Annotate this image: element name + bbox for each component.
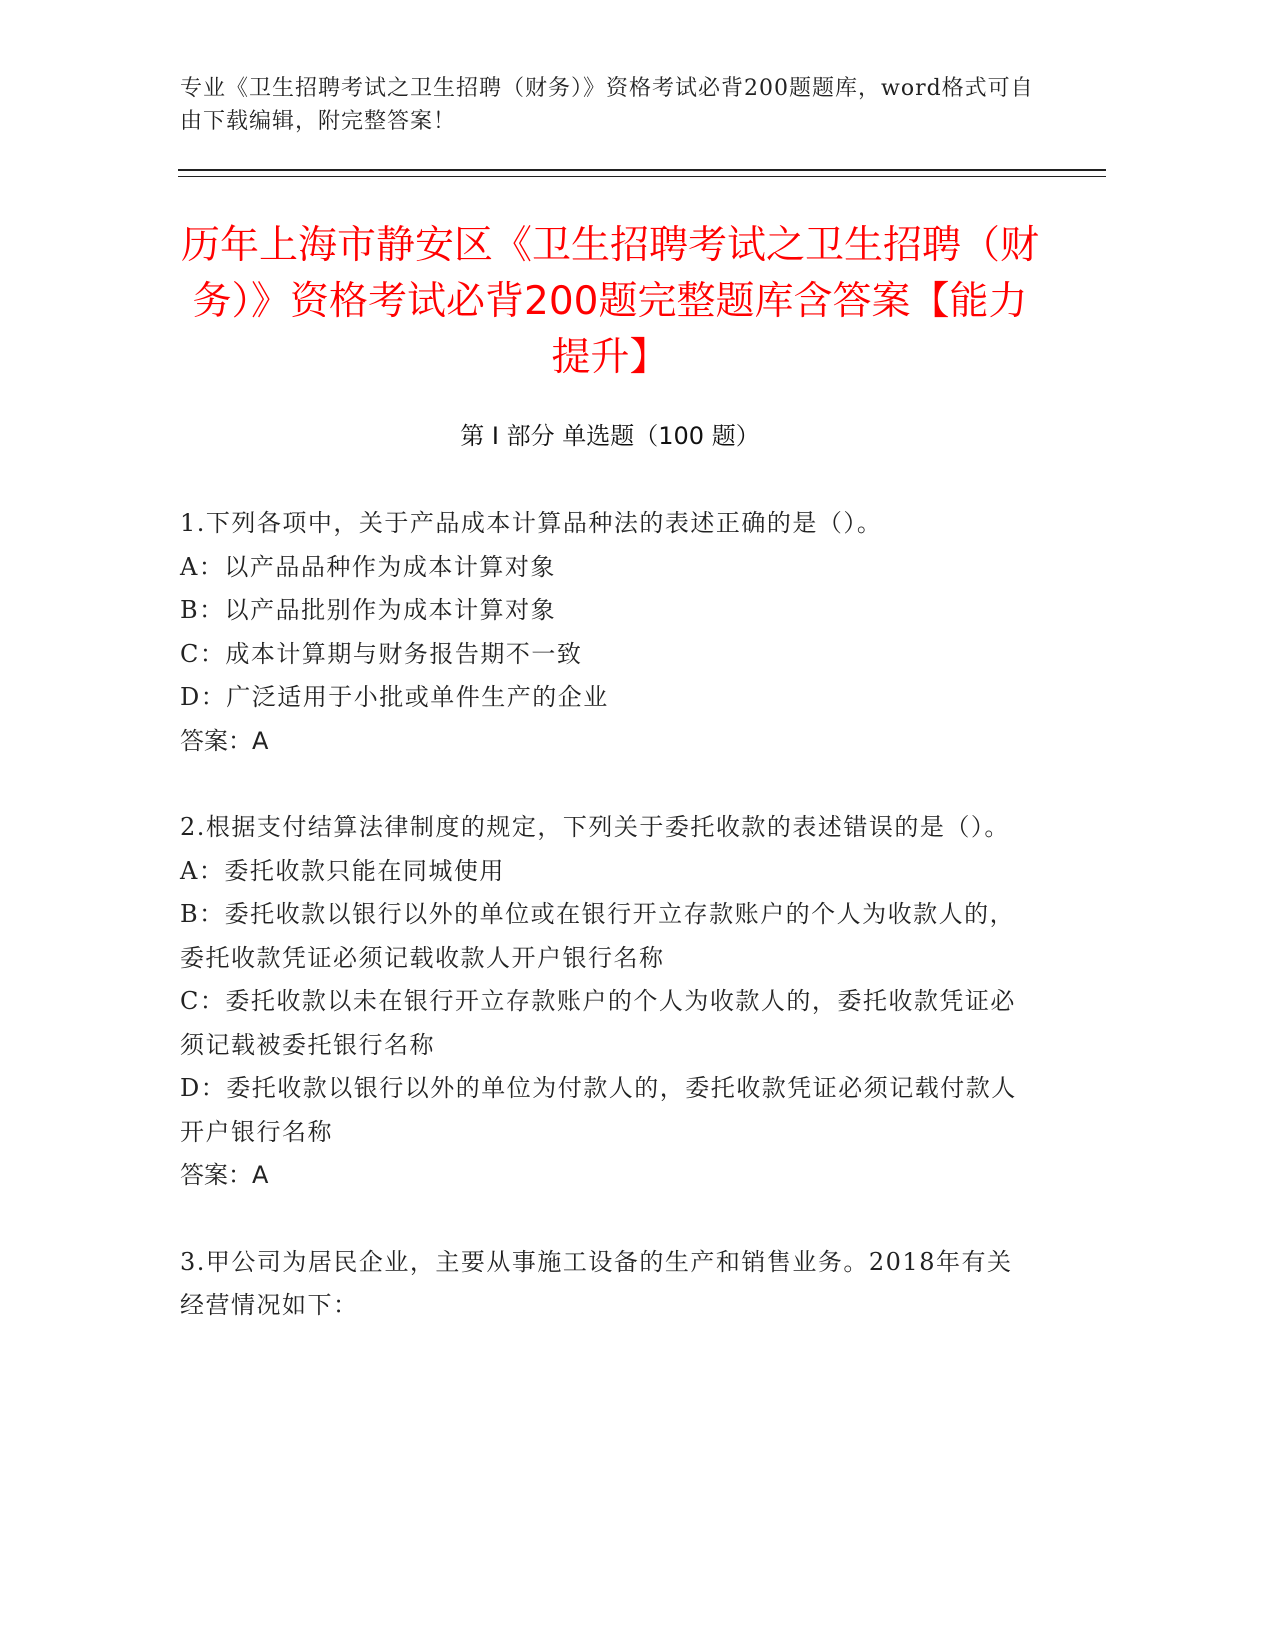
- section-heading: 第 I 部分 单选题（100 题）: [460, 422, 760, 450]
- question-stem: 3.甲公司为居民企业，主要从事施工设备的生产和销售业务。2018年有关经营情况如下：: [180, 1247, 1013, 1319]
- option-a: A：委托收款只能在同城使用: [180, 856, 505, 885]
- question-item: [180, 502, 1030, 763]
- option-d: D：广泛适用于小批或单件生产的企业: [180, 683, 609, 711]
- option-a: A：以产品品种作为成本计算对象: [180, 552, 556, 581]
- option-b: B：以产品批别作为成本计算对象: [180, 596, 557, 624]
- question-list: [180, 502, 1030, 1371]
- header-divider-thick: [178, 169, 1106, 171]
- option-c: C：委托收款以未在银行开立存款账户的个人为收款人的，委托收款凭证必须记载被委托银行名称: [180, 987, 1016, 1059]
- option-c: C：成本计算期与财务报告期不一致: [180, 639, 583, 668]
- option-b: B：委托收款以银行以外的单位或在银行开立存款账户的个人为收款人的，委托收款凭证必须记载收款人开户银行名称: [180, 900, 1016, 972]
- answer-text: 答案：A: [180, 1161, 269, 1189]
- answer-text: 答案：A: [180, 726, 269, 755]
- option-d: D：委托收款以银行以外的单位为付款人的，委托收款凭证必须记载付款人开户银行名称: [180, 1074, 1017, 1146]
- document-title: 历年上海市静安区《卫生招聘考试之卫生招聘（财务）》资格考试必背200题完整题库含答案【能力提升】: [180, 223, 1039, 380]
- question-item: [180, 1241, 1030, 1328]
- header-divider-thin: [178, 176, 1106, 177]
- question-stem: 2.根据支付结算法律制度的规定，下列关于委托收款的表述错误的是（）。: [180, 813, 1010, 841]
- header-note: 专业《卫生招聘考试之卫生招聘（财务）》资格考试必背200题题库，word格式可自由下载编辑，附完整答案！: [180, 76, 1034, 134]
- question-stem: 1.下列各项中，关于产品成本计算品种法的表述正确的是（）。: [180, 509, 883, 537]
- question-item: [180, 806, 1030, 1198]
